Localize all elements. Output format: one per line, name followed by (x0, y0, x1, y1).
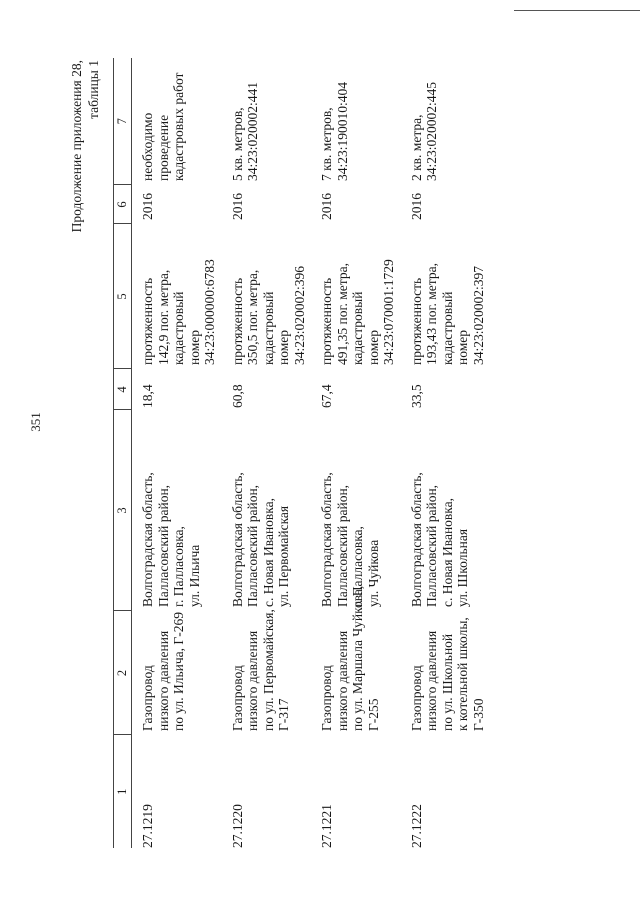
object-address (401, 410, 491, 611)
object-note-line: 34:23:020002:445 (424, 81, 439, 181)
object-details-line: 491,35 пог. метра, (334, 263, 350, 365)
object-address-line: Волгоградская область, (408, 472, 424, 607)
column-header: 6 (114, 185, 132, 224)
object-address-line: Волгоградская область, (140, 472, 155, 607)
object-address-line: Волгоградская область, (319, 472, 334, 607)
object-details (222, 224, 312, 369)
object-name (222, 611, 312, 735)
rotated-table-container (113, 58, 518, 848)
object-name-line: низкого давления (245, 630, 260, 731)
object-name-line: Газопровод (229, 665, 245, 731)
object-name-line: по ул. Школьной (439, 633, 455, 731)
object-name (401, 611, 491, 735)
object-details-line: 142,9 пог. метра, (155, 269, 171, 365)
object-name-line: Газопровод (408, 665, 424, 731)
object-address-line: Волгоградская область, (229, 472, 245, 607)
table-row (132, 58, 222, 848)
object-details-line: 34:23:020002:397 (470, 265, 486, 365)
object-value: 18,4 (140, 384, 155, 408)
object-name-line: низкого давления (155, 630, 171, 731)
object-address-line: ул. Первомайская (276, 505, 291, 607)
object-details-line: протяженность (408, 277, 424, 365)
object-value: 60,8 (229, 384, 245, 408)
object-note (311, 58, 401, 185)
object-note (401, 58, 491, 185)
object-note (222, 58, 312, 185)
object-details-line: номер (455, 329, 470, 365)
object-name-line: Г-350 (470, 698, 486, 731)
object-name (311, 585, 401, 735)
object-details-line: протяженность (229, 277, 245, 365)
object-details-line: 193,43 пог. метра, (424, 263, 439, 365)
property-table (113, 58, 490, 848)
column-header: 1 (114, 735, 132, 848)
object-address-line: с. Новая Ивановка, (439, 497, 455, 607)
object-details-line: 34:23:020002:396 (291, 265, 307, 365)
object-address-line: г. Палласовка, (350, 526, 365, 607)
object-name-line: низкого давления (424, 630, 439, 731)
column-header: 3 (114, 410, 132, 611)
object-details-line: кадастровый (350, 291, 365, 365)
object-address-line: Палласовский район, (155, 484, 171, 607)
row-id: 27.1220 (229, 804, 245, 848)
object-details-line: номер (365, 329, 381, 365)
object-note-line: проведение (155, 114, 171, 181)
object-note (132, 58, 222, 185)
object-note-line: необходимо (140, 112, 155, 181)
object-name-line: Г-255 (365, 698, 381, 731)
column-header: 7 (114, 58, 132, 185)
object-address-line: ул. Ильича (186, 544, 202, 607)
object-name-line: по ул. Ильича, Г-269 (171, 612, 186, 731)
page-number: 351 (28, 412, 43, 432)
row-id: 27.1221 (319, 804, 334, 848)
object-details-line: номер (186, 329, 202, 365)
object-details-line: кадастровый (439, 291, 455, 365)
table-caption (68, 60, 102, 250)
object-details-line: номер (276, 329, 291, 365)
object-note-line: 7 кв. метров, (319, 107, 334, 181)
object-details-line: протяженность (140, 277, 155, 365)
object-year: 2016 (408, 193, 424, 220)
object-details-line: протяженность (319, 277, 334, 365)
object-note-line: 2 кв. метра, (408, 114, 424, 181)
caption-line: Продолжение приложения 28, (69, 60, 84, 233)
object-address-line: Палласовский район, (424, 484, 439, 607)
object-note-line: кадастровых работ (171, 72, 186, 181)
object-year: 2016 (229, 193, 245, 220)
object-name-line: к котельной школы, (455, 617, 470, 731)
object-name-line: по ул. Маршала Чуйкова, (350, 585, 365, 731)
object-details (132, 224, 222, 369)
object-address-line: Палласовский район, (245, 484, 260, 607)
object-name-line: Газопровод (140, 665, 155, 731)
column-header: 5 (114, 224, 132, 369)
header-row (114, 58, 132, 848)
row-id: 27.1219 (140, 804, 155, 848)
object-address-line: Палласовский район, (334, 484, 350, 607)
row-id: 27.1222 (408, 804, 424, 848)
object-note-line: 34:23:190010:404 (334, 81, 350, 181)
object-name-line: Газопровод (319, 665, 334, 731)
object-note-line: 34:23:020002:441 (245, 81, 260, 181)
object-details (401, 224, 491, 369)
top-rule (514, 10, 640, 11)
object-address (222, 410, 312, 611)
table-row (222, 58, 312, 848)
column-header: 2 (114, 611, 132, 735)
object-value: 33,5 (408, 384, 424, 408)
object-address-line: ул. Школьная (455, 528, 470, 607)
object-details (311, 224, 401, 369)
caption-line: таблицы 1 (86, 60, 101, 119)
column-header: 4 (114, 369, 132, 410)
object-name (132, 611, 222, 735)
object-address-line: с. Новая Ивановка, (260, 497, 276, 607)
object-address-line: ул. Чуйкова (365, 539, 381, 607)
table-body (132, 58, 491, 848)
object-details-line: 34:23:000000:6783 (202, 259, 217, 365)
table-row (311, 58, 401, 848)
object-address-line: г. Палласовка, (171, 526, 186, 607)
object-value: 67,4 (319, 384, 334, 408)
object-year: 2016 (319, 193, 334, 220)
table-row (401, 58, 491, 848)
object-year: 2016 (140, 193, 155, 220)
object-details-line: 34:23:070001:1729 (381, 259, 396, 365)
object-address (132, 410, 222, 611)
object-details-line: 350,5 пог. метра, (245, 269, 260, 365)
object-name-line: Г-317 (276, 698, 291, 731)
object-address (311, 410, 401, 611)
object-note-line: 5 кв. метров, (229, 107, 245, 181)
object-name-line: низкого давления (334, 630, 350, 731)
object-details-line: кадастровый (260, 291, 276, 365)
object-name-line: по ул. Первомайская, (260, 609, 276, 731)
object-details-line: кадастровый (171, 291, 186, 365)
